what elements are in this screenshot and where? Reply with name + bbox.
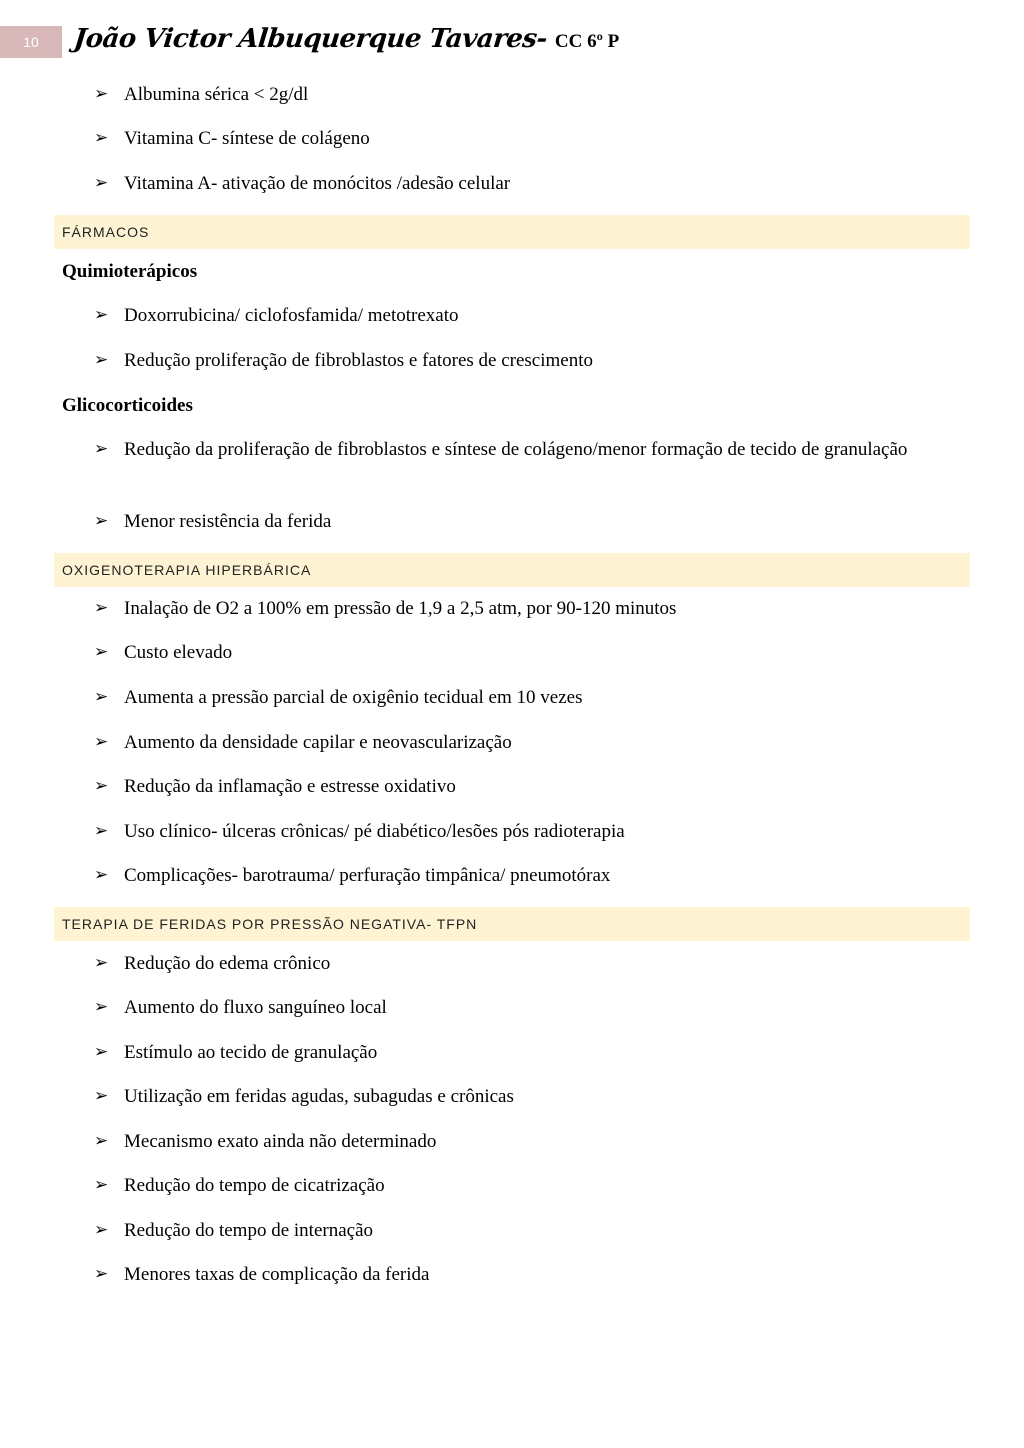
arrow-bullet-icon: ➢ xyxy=(94,128,109,148)
arrow-bullet-icon: ➢ xyxy=(94,350,109,370)
page-header xyxy=(74,24,619,64)
list-item: ➢ Utilização em feridas agudas, subagudas e crônicas xyxy=(94,1083,924,1110)
arrow-bullet-icon: ➢ xyxy=(94,511,109,531)
arrow-bullet-icon: ➢ xyxy=(94,84,109,104)
list-item: ➢ Complicações- barotrauma/ perfuração timpânica/ pneumotórax xyxy=(94,862,924,889)
section-heading-oxigenoterapia: OXIGENOTERAPIA HIPERBÁRICA xyxy=(54,553,970,587)
course-label: CC 6º P xyxy=(554,31,620,52)
author-name: João Victor Albuquerque Tavares- xyxy=(72,24,549,54)
section-heading-tfpn: TERAPIA DE FERIDAS POR PRESSÃO NEGATIVA- TFPN xyxy=(54,907,970,941)
list-item: ➢ Redução do tempo de cicatrização xyxy=(94,1172,924,1199)
list-item: ➢ Vitamina A- ativação de monócitos /adesão celular xyxy=(94,170,924,197)
list-item: ➢ Doxorrubicina/ ciclofosfamida/ metotrexato xyxy=(94,302,924,329)
section-heading-farmacos: FÁRMACOS xyxy=(54,215,970,249)
list-item: ➢ Vitamina C- síntese de colágeno xyxy=(94,125,924,152)
arrow-bullet-icon: ➢ xyxy=(94,1042,109,1062)
list-item: ➢ Custo elevado xyxy=(94,639,924,666)
subheading-quimioterapicos: Quimioterápicos xyxy=(62,261,198,282)
list-item: ➢ Redução do edema crônico xyxy=(94,950,924,977)
arrow-bullet-icon: ➢ xyxy=(94,687,109,707)
list-item: ➢ Mecanismo exato ainda não determinado xyxy=(94,1128,924,1155)
page-number: 10 xyxy=(0,26,62,58)
list-item: ➢ Menor resistência da ferida xyxy=(94,508,924,535)
arrow-bullet-icon: ➢ xyxy=(94,1086,109,1106)
list-item: ➢ Redução da proliferação de fibroblastos e síntese de colágeno/menor formação de tecido de granulação xyxy=(94,436,924,463)
arrow-bullet-icon: ➢ xyxy=(94,642,109,662)
list-item: ➢ Menores taxas de complicação da ferida xyxy=(94,1261,924,1288)
list-item: ➢ Uso clínico- úlceras crônicas/ pé diabético/lesões pós radioterapia xyxy=(94,818,924,845)
list-item: ➢ Aumenta a pressão parcial de oxigênio tecidual em 10 vezes xyxy=(94,684,924,711)
list-item: ➢ Inalação de O2 a 100% em pressão de 1,9 a 2,5 atm, por 90-120 minutos xyxy=(94,595,924,622)
list-item: ➢ Estímulo ao tecido de granulação xyxy=(94,1039,924,1066)
arrow-bullet-icon: ➢ xyxy=(94,776,109,796)
list-item: ➢ Redução da inflamação e estresse oxidativo xyxy=(94,773,924,800)
arrow-bullet-icon: ➢ xyxy=(94,1220,109,1240)
arrow-bullet-icon: ➢ xyxy=(94,865,109,885)
arrow-bullet-icon: ➢ xyxy=(94,1175,109,1195)
arrow-bullet-icon: ➢ xyxy=(94,997,109,1017)
list-item: ➢ Albumina sérica < 2g/dl xyxy=(94,81,924,108)
arrow-bullet-icon: ➢ xyxy=(94,1264,109,1284)
arrow-bullet-icon: ➢ xyxy=(94,821,109,841)
list-item: ➢ Redução proliferação de fibroblastos e fatores de crescimento xyxy=(94,347,924,374)
list-item: ➢ Aumento do fluxo sanguíneo local xyxy=(94,994,924,1021)
arrow-bullet-icon: ➢ xyxy=(94,953,109,973)
arrow-bullet-icon: ➢ xyxy=(94,732,109,752)
arrow-bullet-icon: ➢ xyxy=(94,598,109,618)
list-item: ➢ Redução do tempo de internação xyxy=(94,1217,924,1244)
arrow-bullet-icon: ➢ xyxy=(94,439,109,459)
arrow-bullet-icon: ➢ xyxy=(94,173,109,193)
list-item: ➢ Aumento da densidade capilar e neovascularização xyxy=(94,729,924,756)
arrow-bullet-icon: ➢ xyxy=(94,305,109,325)
arrow-bullet-icon: ➢ xyxy=(94,1131,109,1151)
subheading-glicocorticoides: Glicocorticoides xyxy=(62,395,193,416)
